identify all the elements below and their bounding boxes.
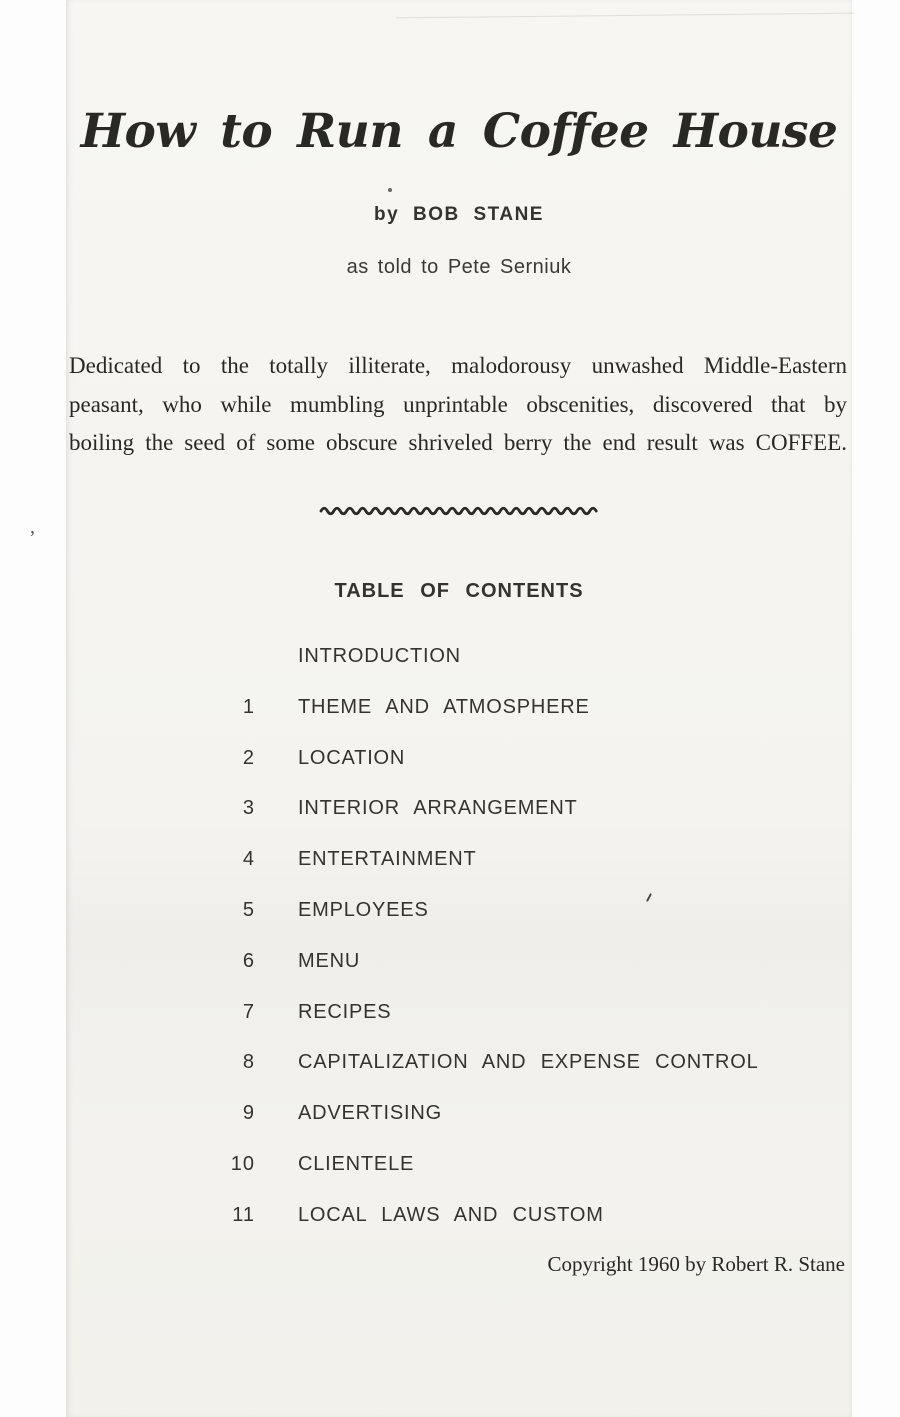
- chapter-title: THEME AND ATMOSPHERE: [298, 695, 590, 718]
- book-title: How to Run a Coffee House: [80, 104, 838, 159]
- toc-entry: [66, 783, 852, 834]
- chapter-title: CAPITALIZATION AND EXPENSE CONTROL: [298, 1051, 759, 1074]
- toc-entry: [66, 631, 852, 682]
- chapter-number: 1: [242, 695, 255, 718]
- chapter-title: LOCATION: [298, 746, 406, 769]
- wavy-divider-graphic: [319, 504, 599, 516]
- chapter-number: 4: [242, 848, 255, 871]
- chapter-number: 7: [242, 1000, 255, 1023]
- page-edge-artifact: [396, 13, 854, 19]
- chapter-title: INTRODUCTION: [298, 645, 461, 667]
- chapter-number: 5: [242, 898, 255, 921]
- chapter-number: 2: [242, 746, 255, 769]
- dedication-line: Dedicated to the totally illiterate, malodorousy unwashed Middle-Eastern: [69, 353, 847, 378]
- chapter-number: 6: [242, 949, 255, 972]
- as-told-to-line: as told to Pete Serniuk: [346, 256, 572, 278]
- chapter-title: LOCAL LAWS AND CUSTOM: [298, 1203, 604, 1226]
- book-page: [66, 0, 852, 1417]
- dedication-line: peasant, who while mumbling unprintable obscenities, discovered that by: [69, 391, 847, 417]
- chapter-title: ADVERTISING: [298, 1102, 443, 1125]
- toc-entry: [66, 1139, 852, 1190]
- toc-entry: [66, 682, 852, 733]
- chapter-number: 3: [242, 797, 255, 820]
- chapter-title: EMPLOYEES: [298, 898, 429, 921]
- scan-artifact-comma: ,: [30, 516, 35, 538]
- chapter-title: ENTERTAINMENT: [298, 848, 477, 871]
- toc-entry: [66, 885, 852, 936]
- chapter-number: 9: [242, 1102, 255, 1125]
- toc-entry: [66, 987, 852, 1038]
- toc-heading: TABLE OF CONTENTS: [334, 580, 584, 602]
- table-of-contents: [66, 631, 852, 1241]
- chapter-title: MENU: [298, 949, 361, 972]
- dedication-line: boiling the seed of some obscure shriveled berry the end result was COFFEE.: [69, 430, 847, 456]
- chapter-title: RECIPES: [298, 1000, 392, 1023]
- chapter-title: INTERIOR ARRANGEMENT: [298, 797, 578, 820]
- author-byline: by BOB STANE: [374, 204, 544, 225]
- chapter-number: [66, 631, 255, 682]
- toc-entry: [66, 1037, 852, 1088]
- chapter-number: 8: [242, 1051, 255, 1074]
- copyright-notice: Copyright 1960 by Robert R. Stane: [547, 1252, 845, 1276]
- toc-entry: [66, 936, 852, 987]
- chapter-number: 11: [232, 1203, 255, 1226]
- toc-entry: [66, 733, 852, 784]
- wavy-divider: [66, 504, 852, 516]
- scan-artifact-dot: [388, 188, 392, 192]
- chapter-number: 10: [230, 1152, 255, 1175]
- toc-entry: [66, 1088, 852, 1139]
- toc-entry: [66, 1190, 852, 1241]
- dedication-paragraph: [69, 347, 847, 463]
- chapter-title: CLIENTELE: [298, 1152, 415, 1175]
- toc-entry: [66, 834, 852, 885]
